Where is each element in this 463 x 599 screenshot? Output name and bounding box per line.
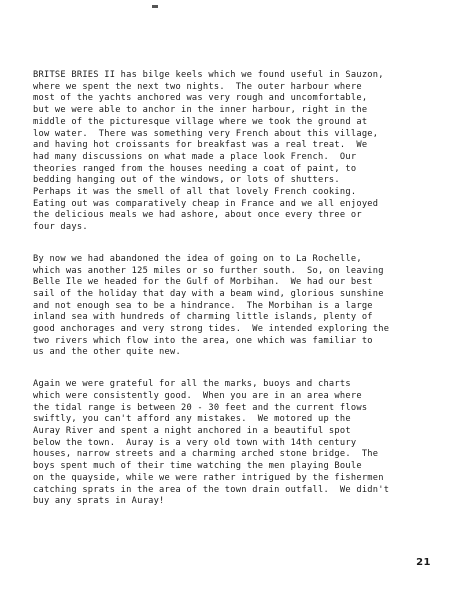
- text-line: the tidal range is between 20 - 30 feet and the current flows: [33, 402, 368, 413]
- text-line: catching sprats in the area of the town drain outfall. We didn't: [33, 484, 390, 495]
- text-line: good anchorages and very strong tides. We intended exploring the: [33, 324, 390, 335]
- text-line: most of the yachts anchored was very rough and uncomfortable,: [33, 93, 368, 104]
- text-line: inland sea with hundreds of charming little islands, plenty of: [33, 312, 373, 323]
- text-line: bedding hanging out of the windows, or lots of shutters.: [33, 175, 340, 186]
- text-line: which were consistently good. When you are in an area where: [33, 390, 362, 401]
- text-line: Eating out was comparatively cheap in France and we all enjoyed: [33, 198, 379, 209]
- text-line: boys spent much of their time watching the men playing Boule: [33, 461, 362, 472]
- text-line: and not enough sea to be a hindrance. The Morbihan is a large: [33, 300, 373, 311]
- text-line: Belle Ile we headed for the Gulf of Morbihan. We had our best: [33, 277, 373, 288]
- text-line: houses, narrow streets and a charming arched stone bridge. The: [33, 449, 379, 460]
- paragraph-morbihan: [33, 254, 433, 359]
- text-line: By now we had abandoned the idea of going on to La Rochelle,: [33, 253, 362, 264]
- text-line: the delicious meals we had ashore, about once every three or: [33, 210, 362, 221]
- text-line: Again we were grateful for all the marks, buoys and charts: [33, 379, 351, 390]
- text-line: low water. There was something very French about this village,: [33, 128, 379, 139]
- text-line: and having hot croissants for breakfast was a real treat. We: [33, 140, 368, 151]
- text-line: which was another 125 miles or so further south. So, on leaving: [33, 265, 384, 276]
- text-line: swiftly, you can't afford any mistakes. We motored up the: [33, 414, 351, 425]
- text-line: sail of the holiday that day with a beam wind, glorious sunshine: [33, 288, 384, 299]
- text-line: had many discussions on what made a place look French. Our: [33, 151, 357, 162]
- paragraph-auray: [33, 379, 433, 508]
- text-line: on the quayside, while we were rather intrigued by the fishermen: [33, 472, 384, 483]
- text-line: middle of the picturesque village where we took the ground at: [33, 116, 368, 127]
- text-line: four days.: [33, 222, 88, 233]
- paragraph-sauzon: [33, 70, 433, 234]
- text-line: two rivers which flow into the area, one which was familiar to: [33, 335, 373, 346]
- text-line: below the town. Auray is a very old town with 14th century: [33, 437, 357, 448]
- text-line: us and the other quite new.: [33, 347, 181, 358]
- text-line: BRITSE BRIES II has bilge keels which we found useful in Sauzon,: [33, 70, 384, 80]
- page-number: 21: [416, 557, 431, 568]
- scan-mark: [152, 5, 158, 8]
- text-line: theories ranged from the houses needing a coat of paint, to: [33, 163, 357, 174]
- text-line: buy any sprats in Auray!: [33, 496, 165, 507]
- text-line: but we were able to anchor in the inner harbour, right in the: [33, 105, 368, 116]
- text-line: Perhaps it was the smell of all that lovely French cooking.: [33, 187, 357, 198]
- text-line: where we spent the next two nights. The outer harbour where: [33, 81, 362, 92]
- page-body: [33, 70, 433, 528]
- text-line: Auray River and spent a night anchored in a beautiful spot: [33, 425, 351, 436]
